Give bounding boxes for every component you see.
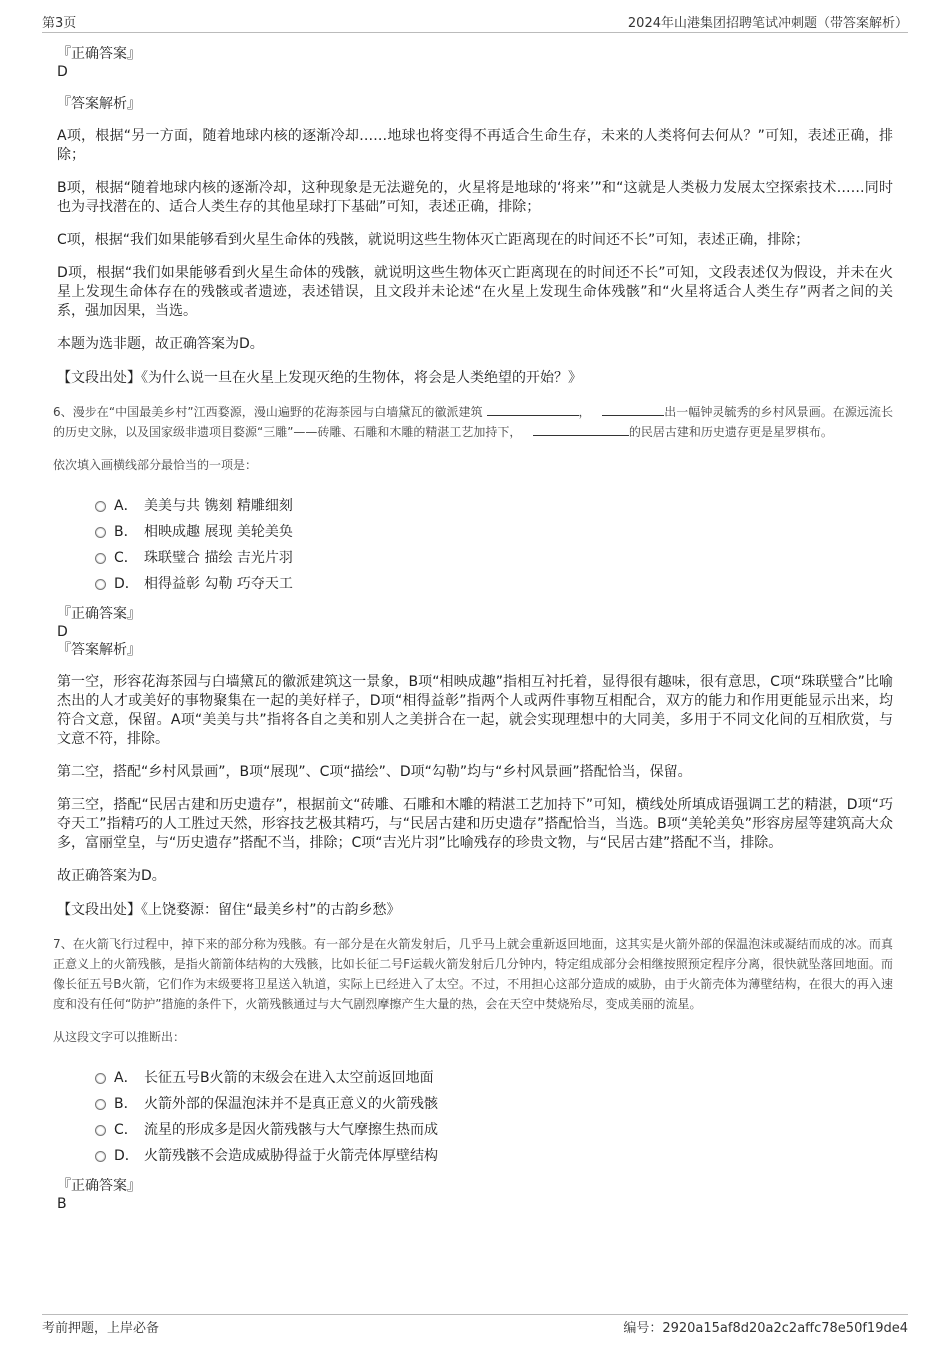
option-d[interactable]: [95, 1143, 893, 1169]
radio-icon[interactable]: [95, 501, 106, 512]
option-letter: B．: [114, 524, 138, 540]
option-c[interactable]: [95, 1117, 893, 1143]
option-a[interactable]: [95, 1065, 893, 1091]
option-text: 相得益彰 勾勒 巧夺天工: [144, 576, 293, 592]
analysis-paragraph: 故正确答案为D。: [57, 868, 166, 884]
option-letter: B．: [114, 1096, 138, 1112]
document-code: 编号：2920a15af8d20a2c2affc78e50f19de4: [623, 1321, 908, 1336]
question-text: 6、漫步在“中国最美乡村”江西婺源，漫山遍野的花海茶园与白墙黛瓦的徽派建筑: [53, 405, 483, 419]
radio-icon[interactable]: [95, 527, 106, 538]
question-text: 的民居古建和历史遗存更是星罗棋布。: [628, 425, 833, 439]
option-c[interactable]: [95, 545, 893, 571]
option-a[interactable]: [95, 493, 893, 519]
source-citation: 【文段出处】《为什么说一旦在火星上发现灭绝的生物体，将会是人类绝望的开始？》: [57, 370, 582, 386]
radio-icon[interactable]: [95, 579, 106, 590]
option-d[interactable]: [95, 571, 893, 597]
analysis-paragraph: 第一空，形容花海茶园与白墙黛瓦的徽派建筑这一景象，B项“相映成趣”指相互衬托着，显得很有趣味，很有意思，C项“珠联璧合”比喻杰出的人才或美好的事物聚集在一起的美好样子，D项“相得益彰”指两个人或两件事物互相配合，双方的能力和作用更能显示出来，均符合文意，保留。A项“美美与共”指将各自之美和别人之美拼合在一起，就会实现理想中的大同美，多用于不同文化间的互相欣赏，与文意不符，排除。: [57, 674, 893, 747]
answer-label: 『正确答案』: [57, 1178, 141, 1194]
option-letter: D．: [114, 576, 139, 592]
radio-icon[interactable]: [95, 1151, 106, 1162]
radio-icon[interactable]: [95, 1073, 106, 1084]
page-number: 第3页: [42, 16, 77, 31]
analysis-paragraph: 第三空，搭配“民居古建和历史遗存”，根据前文“砖雕、石雕和木雕的精湛工艺加持下”可知，横线处所填成语强调工艺的精湛，D项“巧夺天工”指精巧的人工胜过天然，形容技艺极其精巧，与“民居古建和历史遗存”搭配恰当，当选。B项“美轮美奂”形容房屋等建筑高大众多，富丽堂皇，与“历史遗存”搭配不当，排除；C项“吉光片羽”比喻残存的珍贵文物，与“民居古建”搭配不当，排除。: [57, 797, 893, 851]
page-footer: [42, 1314, 908, 1337]
option-letter: C．: [114, 1122, 138, 1138]
question-text: ，: [578, 405, 591, 419]
option-text: 流星的形成多是因火箭残骸与大气摩擦生热而成: [144, 1122, 438, 1138]
radio-icon[interactable]: [95, 1099, 106, 1110]
option-list: [95, 493, 893, 597]
answer-value: B: [57, 1196, 67, 1212]
option-letter: D．: [114, 1148, 139, 1164]
fill-blank: [533, 423, 629, 436]
analysis-paragraph: D项，根据“我们如果能够看到火星生命体的残骸，就说明这些生物体灭亡距离现在的时间还不长”可知，文段表述仅为假设，并未在火星上发现生命体存在的残骸或者遗迹，表述错误，且文段并未论述“在火星上发现生命体残骸”和“火星将适合人类生存”两者之间的关系，强加因果，当选。: [57, 265, 893, 319]
radio-icon[interactable]: [95, 553, 106, 564]
answer-label: 『正确答案』: [57, 46, 141, 62]
footer-slogan: 考前押题，上岸必备: [42, 1321, 160, 1336]
analysis-label: 『答案解析』: [57, 96, 141, 112]
radio-icon[interactable]: [95, 1125, 106, 1136]
fill-blank: [487, 403, 579, 416]
option-letter: A．: [114, 498, 138, 514]
question-stem: 7、在火箭飞行过程中，掉下来的部分称为残骸。有一部分是在火箭发射后，几乎马上就会重新返回地面，这其实是火箭外部的保温泡沫或凝结而成的冰。而真正意义上的火箭残骸，是指火箭箭体结构的大残骸，比如长征二号F运载火箭发射后几分钟内，特定组成部分会相继按照预定程序分离，很快就坠落回地面。而像长征五号B火箭，它们作为末级要将卫星送入轨道，实际上已经进入了太空。不过，不用担心这部分造成的威胁，由于火箭壳体为薄壁结构，在很大的再入速度和没有任何“防护”措施的条件下，火箭残骸通过与大气剧烈摩擦产生大量的热，会在天空中焚烧殆尽，变成美丽的流星。: [53, 937, 893, 1011]
analysis-paragraph: C项，根据“我们如果能够看到火星生命体的残骸，就说明这些生物体灭亡距离现在的时间还不长”可知，表述正确，排除；: [57, 232, 810, 248]
analysis-paragraph: B项，根据“随着地球内核的逐渐冷却，这种现象是无法避免的，火星将是地球的‘将来’”和“这就是人类极力发展太空探索技术……同时也为寻找潜在的、适合人类生存的其他星球打下基础”可知，表述正确，排除；: [57, 180, 893, 215]
question-prompt: 依次填入画横线部分最恰当的一项是：: [53, 458, 258, 472]
source-citation: 【文段出处】《上饶婺源：留住“最美乡村”的古韵乡愁》: [57, 902, 401, 918]
document-body: [53, 45, 893, 1213]
option-text: 美美与共 镌刻 精雕细刻: [144, 498, 293, 514]
answer-value: D: [57, 624, 68, 640]
option-b[interactable]: [95, 519, 893, 545]
question-stem: [53, 402, 893, 442]
option-text: 火箭外部的保温泡沫并不是真正意义的火箭残骸: [144, 1096, 438, 1112]
analysis-paragraph: 第二空，搭配“乡村风景画”，B项“展现”、C项“描绘”、D项“勾勒”均与“乡村风景画”搭配恰当，保留。: [57, 764, 692, 780]
page-header: [42, 12, 908, 33]
option-list: [95, 1065, 893, 1169]
option-letter: A．: [114, 1070, 138, 1086]
option-b[interactable]: [95, 1091, 893, 1117]
fill-blank: [602, 403, 664, 416]
option-text: 长征五号B火箭的末级会在进入太空前返回地面: [144, 1070, 434, 1086]
question-text: 出一幅钟灵毓秀的乡村风景画。在源远流长的历史文脉，以及国家级非遗项目婺源“三雕”——砖雕、石雕和木雕的精湛工艺加持下，: [53, 405, 893, 439]
document-title: 2024年山港集团招聘笔试冲刺题（带答案解析）: [627, 16, 908, 31]
analysis-label: 『答案解析』: [57, 642, 141, 658]
option-letter: C．: [114, 550, 138, 566]
answer-value: D: [57, 64, 68, 80]
option-text: 珠联璧合 描绘 吉光片羽: [144, 550, 293, 566]
analysis-paragraph: 本题为选非题，故正确答案为D。: [57, 336, 264, 352]
analysis-paragraph: A项，根据“另一方面，随着地球内核的逐渐冷却……地球也将变得不再适合生命生存，未来的人类将何去何从？”可知，表述正确，排除；: [57, 128, 893, 163]
option-text: 相映成趣 展现 美轮美奂: [144, 524, 293, 540]
option-text: 火箭残骸不会造成威胁得益于火箭壳体厚壁结构: [144, 1148, 438, 1164]
question-prompt: 从这段文字可以推断出：: [53, 1030, 186, 1044]
answer-label: 『正确答案』: [57, 606, 141, 622]
